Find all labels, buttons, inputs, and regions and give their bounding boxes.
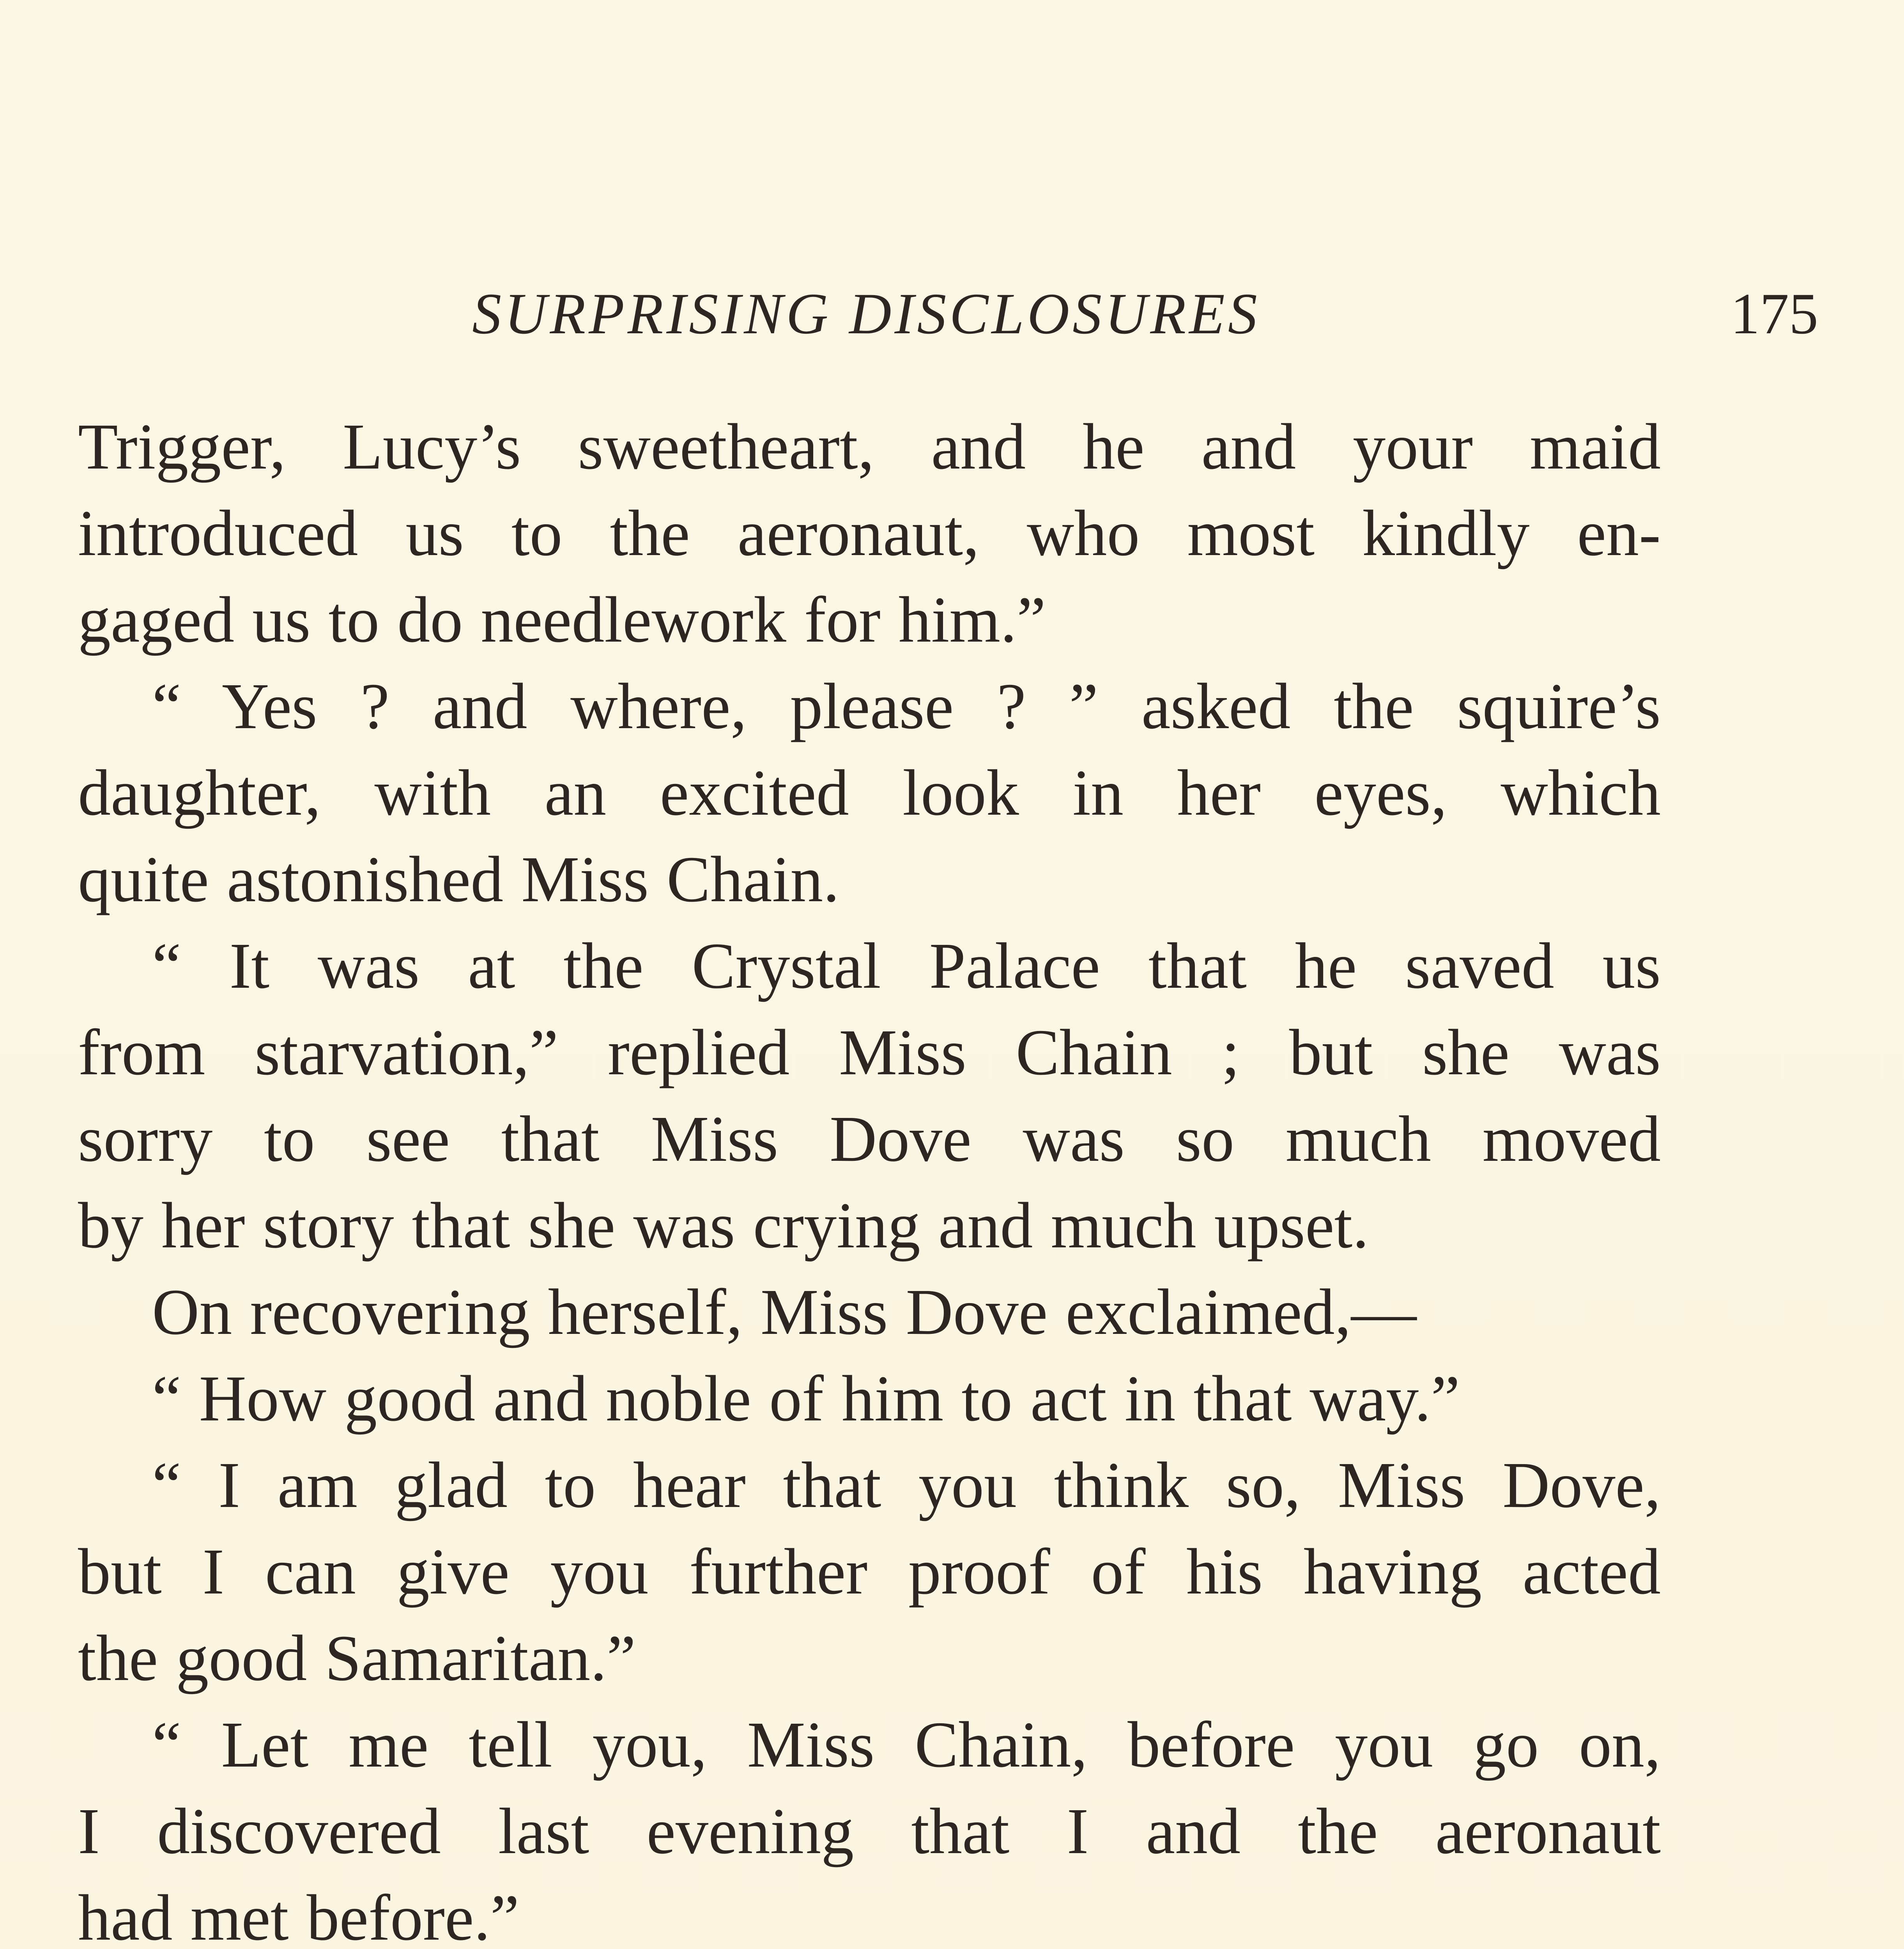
text-line: by her story that she was crying and much upset. <box>78 1189 1369 1262</box>
text-line: introduced us to the aeronaut, who most kindly en- <box>78 497 1661 569</box>
text-line: “ Let me tell you, Miss Chain, before you go on, <box>152 1708 1661 1781</box>
text-line: quite astonished Miss Chain. <box>78 843 840 916</box>
text-line: had met before.” <box>78 1882 520 1949</box>
text-line: “ Yes ? and where, please ? ” asked the squire’s <box>152 670 1661 743</box>
text-line: “ I am glad to hear that you think so, Miss Dove, <box>152 1449 1661 1521</box>
text-line: I discovered last evening that I and the aeronaut <box>78 1795 1661 1868</box>
text-line: gaged us to do needlework for him.” <box>78 584 1046 656</box>
running-title: SURPRISING DISCLOSURES <box>472 281 1260 346</box>
text-line: “ It was at the Crystal Palace that he saved us <box>152 930 1661 1002</box>
page-number: 175 <box>1731 281 1818 346</box>
text-line: Trigger, Lucy’s sweetheart, and he and your maid <box>78 410 1661 483</box>
text-line: from starvation,” replied Miss Chain ; but she was <box>78 1016 1661 1089</box>
page-header <box>78 275 1818 353</box>
body-text <box>78 403 1661 1949</box>
text-line: On recovering herself, Miss Dove exclaimed,— <box>152 1276 1417 1348</box>
text-line: the good Samaritan.” <box>78 1622 636 1694</box>
text-line: daughter, with an excited look in her eyes, which <box>78 757 1661 829</box>
text-line: “ How good and noble of him to act in that way.” <box>152 1362 1460 1435</box>
text-line: but I can give you further proof of his having acted <box>78 1535 1661 1608</box>
text-line: sorry to see that Miss Dove was so much moved <box>78 1103 1661 1175</box>
